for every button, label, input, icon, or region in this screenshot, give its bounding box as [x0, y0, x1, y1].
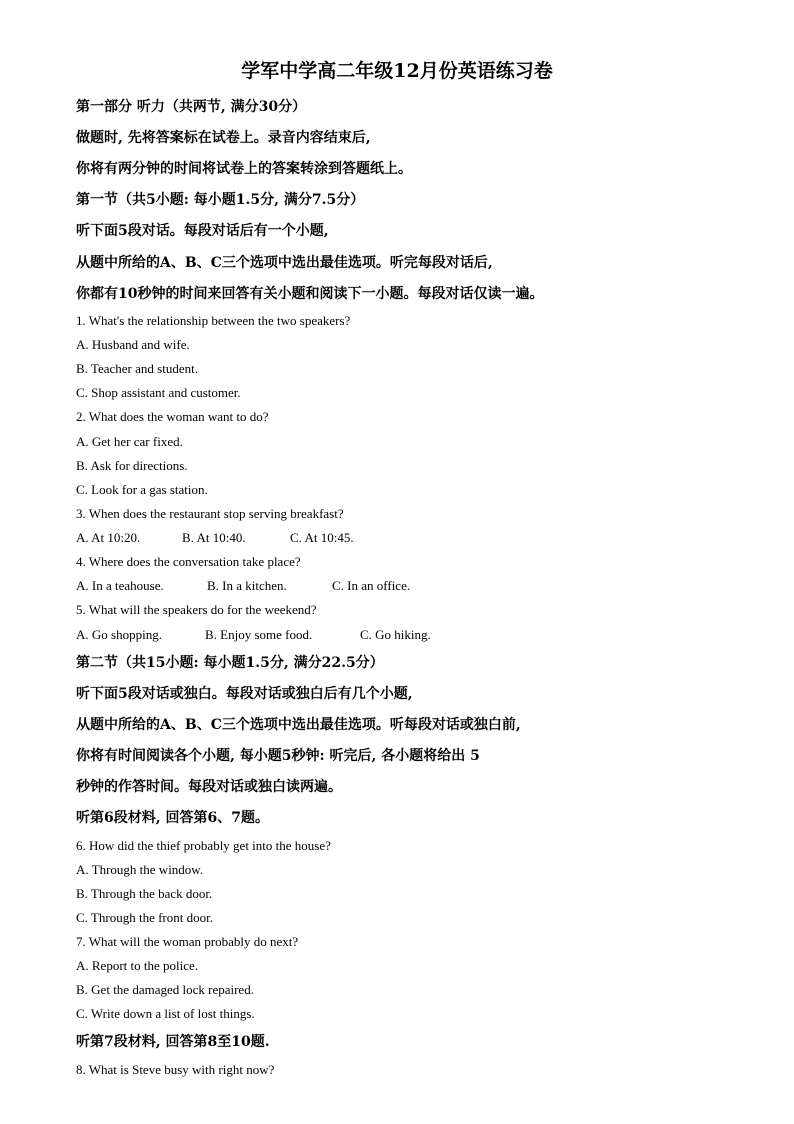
q2-option-c: C. Look for a gas station.	[76, 482, 208, 497]
question-5: 5. What will the speakers do for the weekend?	[76, 602, 317, 617]
q3-option-b: B. At 10:40.	[182, 530, 246, 545]
q5-option-a: A. Go shopping.	[76, 627, 162, 642]
section2-heading: 第二节（共15小题: 每小题1.5分, 满分22.5分）	[76, 655, 384, 671]
q3-option-c: C. At 10:45.	[290, 530, 354, 545]
question-7: 7. What will the woman probably do next?	[76, 934, 299, 949]
section1-heading: 第一节（共5小题: 每小题1.5分, 满分7.5分）	[76, 192, 365, 208]
section1-instruction-1: 听下面5段对话。每段对话后有一个小题,	[76, 223, 329, 239]
q5-option-c: C. Go hiking.	[360, 627, 431, 642]
question-6: 6. How did the thief probably get into the house?	[76, 838, 331, 853]
page-title: 学军中学高二年级12月份英语练习卷	[241, 60, 553, 82]
q6-option-c: C. Through the front door.	[76, 910, 213, 925]
q2-option-a: A. Get her car fixed.	[76, 434, 183, 449]
question-3: 3. When does the restaurant stop serving breakfast?	[76, 506, 344, 521]
q6-option-a: A. Through the window.	[76, 862, 204, 877]
q5-options	[76, 627, 476, 645]
q7-option-b: B. Get the damaged lock repaired.	[76, 982, 254, 997]
section2-instruction-3: 你将有时间阅读各个小题, 每小题5秒钟: 听完后, 各小题将给出 5	[76, 748, 480, 764]
q5-option-b: B. Enjoy some food.	[205, 627, 313, 642]
q4-options	[76, 578, 476, 596]
part1-instruction-2: 你将有两分钟的时间将试卷上的答案转涂到答题纸上。	[76, 161, 412, 177]
q4-option-a: A. In a teahouse.	[76, 578, 164, 593]
q1-option-b: B. Teacher and student.	[76, 361, 198, 376]
question-8: 8. What is Steve busy with right now?	[76, 1062, 275, 1077]
q3-option-a: A. At 10:20.	[76, 530, 141, 545]
part1-instruction-1: 做题时, 先将答案标在试卷上。录音内容结束后,	[76, 130, 371, 146]
question-2: 2. What does the woman want to do?	[76, 409, 269, 424]
section1-instruction-3: 你都有10秒钟的时间来回答有关小题和阅读下一小题。每段对话仅读一遍。	[76, 286, 544, 302]
q2-option-b: B. Ask for directions.	[76, 458, 188, 473]
section2-instruction-4: 秒钟的作答时间。每段对话或独白读两遍。	[76, 779, 342, 795]
question-1: 1. What's the relationship between the two speakers?	[76, 313, 351, 328]
material-7-heading: 听第7段材料, 回答第8至10题.	[76, 1034, 270, 1050]
q1-option-a: A. Husband and wife.	[76, 337, 190, 352]
q4-option-c: C. In an office.	[332, 578, 411, 593]
q3-options	[76, 530, 476, 548]
section2-instruction-1: 听下面5段对话或独白。每段对话或独白后有几个小题,	[76, 686, 413, 702]
section2-instruction-2: 从题中所给的A、B、C三个选项中选出最佳选项。听每段对话或独白前,	[76, 717, 521, 733]
q6-option-b: B. Through the back door.	[76, 886, 213, 901]
question-4: 4. Where does the conversation take place?	[76, 554, 301, 569]
q4-option-b: B. In a kitchen.	[207, 578, 287, 593]
q7-option-c: C. Write down a list of lost things.	[76, 1006, 255, 1021]
q1-option-c: C. Shop assistant and customer.	[76, 385, 241, 400]
section1-instruction-2: 从题中所给的A、B、C三个选项中选出最佳选项。听完每段对话后,	[76, 255, 493, 271]
material-6-heading: 听第6段材料, 回答第6、7题。	[76, 810, 269, 826]
part1-heading: 第一部分 听力（共两节, 满分30分）	[76, 99, 307, 115]
q7-option-a: A. Report to the police.	[76, 958, 199, 973]
